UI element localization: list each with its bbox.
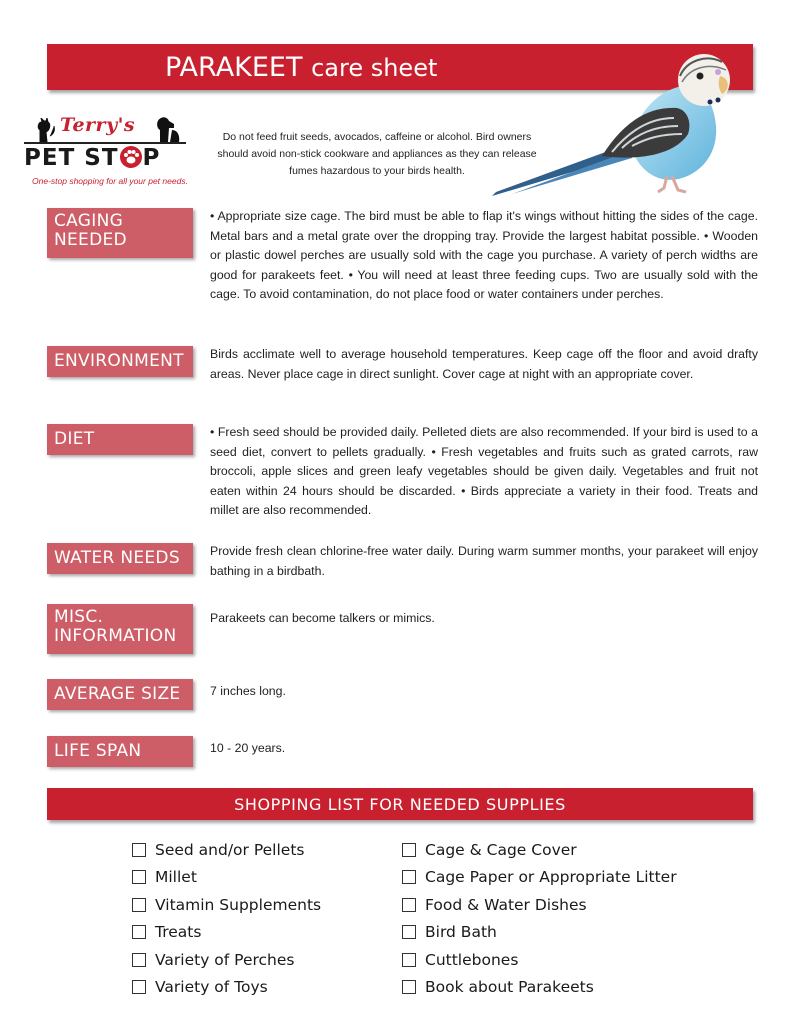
checkbox[interactable] bbox=[132, 980, 146, 994]
checkbox[interactable] bbox=[402, 898, 416, 912]
checkbox[interactable] bbox=[132, 843, 146, 857]
shopping-item-label: Book about Parakeets bbox=[425, 978, 594, 997]
shopping-item-label: Millet bbox=[155, 868, 197, 887]
shopping-item-label: Cuttlebones bbox=[425, 950, 519, 969]
shopping-item[interactable] bbox=[132, 919, 321, 947]
shopping-list-header bbox=[47, 788, 753, 820]
logo-script: Terry's bbox=[60, 114, 136, 136]
shopping-item[interactable] bbox=[402, 891, 677, 919]
title-main: PARAKEET bbox=[165, 52, 303, 83]
checkbox[interactable] bbox=[132, 870, 146, 884]
shopping-item-label: Bird Bath bbox=[425, 923, 497, 942]
shopping-item-label: Seed and/or Pellets bbox=[155, 840, 305, 859]
warning-text: Do not feed fruit seeds, avocados, caffeine or alcohol. Bird owners should avoid non-stick cookware and appliances as they can release fumes hazardous to your birds health. bbox=[217, 131, 537, 177]
shopping-item[interactable] bbox=[402, 946, 677, 974]
shopping-item-label: Treats bbox=[155, 923, 202, 942]
shopping-item[interactable] bbox=[402, 919, 677, 947]
shopping-list-right bbox=[402, 836, 677, 1001]
logo-tagline: One-stop shopping for all your pet needs. bbox=[32, 176, 188, 186]
shopping-item[interactable] bbox=[402, 974, 677, 1002]
shopping-item-label: Cage Paper or Appropriate Litter bbox=[425, 868, 677, 887]
checkbox[interactable] bbox=[132, 925, 146, 939]
checkbox[interactable] bbox=[132, 898, 146, 912]
content-diet: • Fresh seed should be provided daily. Pelleted diets are also recommended. If your bird is used to a seed diet, convert to pellets gradually. • Fresh vegetables and fruits such as grated carrots, raw broccoli, apple slices and green leafy vegetables should be given daily. Vegetables and fruit not eaten within 24 hours should be discarded. • Birds appreciate a variety in their food. Treats and millet are also recommended. bbox=[210, 425, 758, 518]
shopping-item[interactable] bbox=[132, 891, 321, 919]
shopping-item[interactable] bbox=[132, 974, 321, 1002]
shopping-item[interactable] bbox=[402, 836, 677, 864]
label-water-needs: WATER NEEDS bbox=[47, 543, 193, 574]
content-water-needs: Provide fresh clean chlorine-free water daily. During warm summer months, your parakeet will enjoy bathing in a birdbath. bbox=[210, 544, 758, 578]
page-title bbox=[165, 53, 437, 83]
logo-shelf bbox=[24, 142, 186, 144]
label-environment: ENVIRONMENT bbox=[47, 346, 193, 377]
shopping-item-label: Variety of Toys bbox=[155, 978, 268, 997]
paw-icon bbox=[120, 146, 142, 168]
shopping-item-label: Food & Water Dishes bbox=[425, 895, 587, 914]
checkbox[interactable] bbox=[132, 953, 146, 967]
checkbox[interactable] bbox=[402, 980, 416, 994]
checkbox[interactable] bbox=[402, 953, 416, 967]
shopping-item-label: Variety of Perches bbox=[155, 950, 295, 969]
shopping-item[interactable] bbox=[402, 864, 677, 892]
shopping-item[interactable] bbox=[132, 836, 321, 864]
content-life-span: 10 - 20 years. bbox=[210, 741, 286, 755]
checkbox[interactable] bbox=[402, 843, 416, 857]
label-misc-information: MISC. INFORMATION bbox=[47, 604, 193, 654]
shopping-item[interactable] bbox=[132, 946, 321, 974]
shopping-list-title: SHOPPING LIST FOR NEEDED SUPPLIES bbox=[234, 795, 566, 814]
dog-silhouette-icon bbox=[152, 116, 182, 142]
content-misc-information: Parakeets can become talkers or mimics. bbox=[210, 611, 435, 625]
shopping-item[interactable] bbox=[132, 864, 321, 892]
label-average-size: AVERAGE SIZE bbox=[47, 679, 193, 710]
logo-name-part2: P bbox=[142, 145, 161, 171]
label-life-span: LIFE SPAN bbox=[47, 736, 193, 767]
checkbox[interactable] bbox=[402, 925, 416, 939]
content-environment: Birds acclimate well to average household temperatures. Keep cage off the floor and avoid drafty areas. Never place cage in direct sunlight. Cover cage at night with an appropriate cover. bbox=[210, 347, 758, 381]
label-caging-needed: CAGING NEEDED bbox=[47, 208, 193, 258]
content-average-size: 7 inches long. bbox=[210, 684, 286, 698]
checkbox[interactable] bbox=[402, 870, 416, 884]
logo bbox=[22, 114, 190, 190]
logo-name-part1: PET ST bbox=[24, 145, 119, 171]
shopping-item-label: Vitamin Supplements bbox=[155, 895, 322, 914]
label-diet: DIET bbox=[47, 424, 193, 455]
title-sub: care sheet bbox=[311, 54, 438, 82]
shopping-list-left bbox=[132, 836, 321, 1001]
content-caging-needed: • Appropriate size cage. The bird must be able to flap it's wings without hitting the sides of the cage. Metal bars and a metal grate over the dropping tray. Provide the largest habitat possible. • Wooden or plastic dowel perches are usually sold with the cage you purchase. A variety of perch widths are good for parakeets feet. • You will need at least three feeding cups. Two are usually sold with the cage. To avoid contamination, do not place food or water containers under perches. bbox=[210, 209, 758, 302]
shopping-item-label: Cage & Cage Cover bbox=[425, 840, 577, 859]
logo-name bbox=[24, 145, 160, 171]
cat-silhouette-icon bbox=[34, 118, 56, 142]
